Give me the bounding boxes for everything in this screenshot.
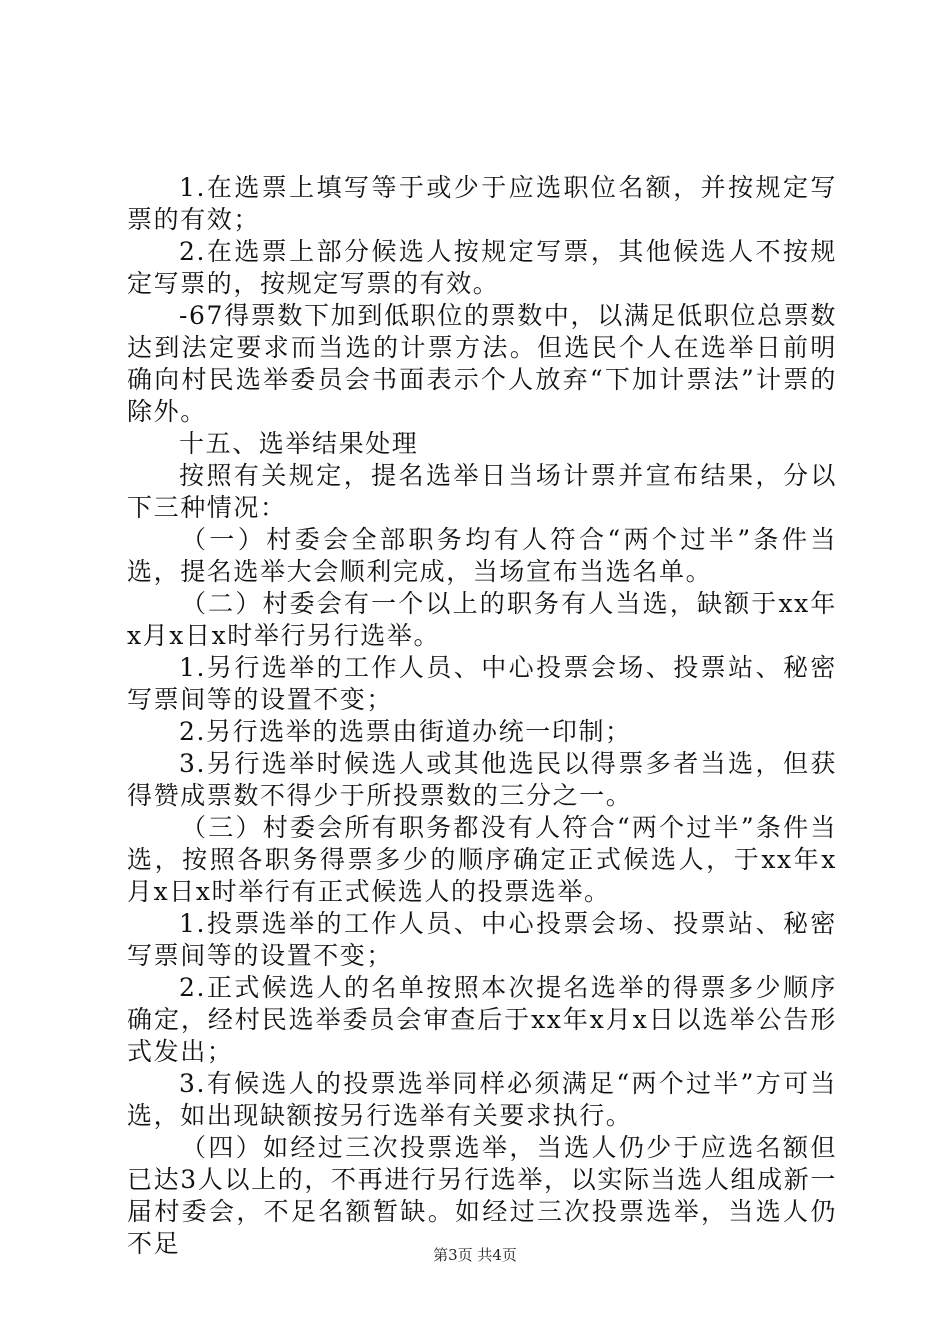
paragraph: 1.在选票上填写等于或少于应选职位名额，并按规定写票的有效； [127, 173, 837, 234]
paragraph: （一）村委会全部职务均有人符合“两个过半”条件当选，提名选举大会顺利完成，当场宣布当选名单。 [127, 525, 837, 586]
paragraph: 1.投票选举的工作人员、中心投票会场、投票站、秘密写票间等的设置不变； [127, 909, 837, 970]
paragraph: -67得票数下加到低职位的票数中，以满足低职位总票数达到法定要求而当选的计票方法。但选民个人在选举日前明确向村民选举委员会书面表示个人放弃“下加计票法”计票的除外。 [127, 301, 837, 426]
paragraph: （四）如经过三次投票选举，当选人仍少于应选名额但已达3人以上的，不再进行另行选举，以实际当选人组成新一届村委会，不足名额暂缺。如经过三次投票选举，当选人仍不足 [127, 1133, 837, 1258]
paragraph: （三）村委会所有职务都没有人符合“两个过半”条件当选，按照各职务得票多少的顺序确定正式候选人，于xx年x月x日x时举行有正式候选人的投票选举。 [127, 813, 837, 906]
paragraph: 2.在选票上部分候选人按规定写票，其他候选人不按规定写票的，按规定写票的有效。 [127, 237, 837, 298]
paragraph: 2.正式候选人的名单按照本次提名选举的得票多少顺序确定，经村民选举委员会审查后于xx年x月x日以选举公告形式发出； [127, 973, 837, 1066]
paragraph: （二）村委会有一个以上的职务有人当选，缺额于xx年x月x日x时举行另行选举。 [127, 589, 837, 650]
section-heading: 十五、选举结果处理 [179, 429, 419, 458]
page-number: 第3页 共4页 [433, 1246, 517, 1264]
document-body [127, 172, 837, 1260]
paragraph: 3.有候选人的投票选举同样必须满足“两个过半”方可当选，如出现缺额按另行选举有关要求执行。 [127, 1069, 837, 1130]
paragraph: 2.另行选举的选票由街道办统一印制； [179, 717, 632, 746]
paragraph: 3.另行选举时候选人或其他选民以得票多者当选，但获得赞成票数不得少于所投票数的三分之一。 [127, 749, 837, 810]
page-footer [0, 1245, 950, 1265]
paragraph: 按照有关规定，提名选举日当场计票并宣布结果，分以下三种情况： [127, 461, 837, 522]
paragraph: 1.另行选举的工作人员、中心投票会场、投票站、秘密写票间等的设置不变； [127, 653, 837, 714]
